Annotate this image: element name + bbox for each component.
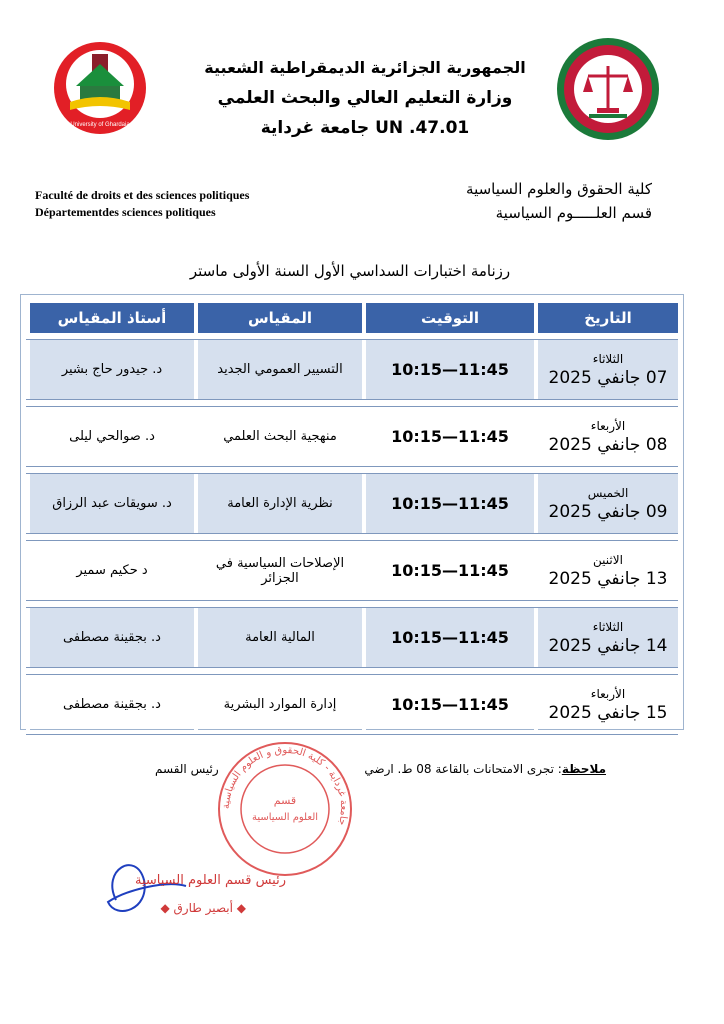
- day-name: الأربعاء: [590, 418, 626, 433]
- faculty-logo: [555, 36, 661, 142]
- time-cell: 10:15—11:45: [362, 608, 534, 667]
- signature: [96, 840, 296, 930]
- header-subject: المقياس: [194, 303, 362, 333]
- date-cell: [534, 340, 678, 399]
- date-value: 07 جانفي 2025: [548, 367, 668, 388]
- day-name: الأربعاء: [590, 686, 626, 701]
- table-row: [26, 674, 678, 735]
- subject-cell: إدارة الموارد البشرية: [194, 675, 362, 734]
- subject-cell: الإصلاحات السياسية في الجزائر: [194, 541, 362, 600]
- table-header-row: [26, 303, 678, 333]
- date-value: 14 جانفي 2025: [548, 635, 668, 656]
- table-row: [26, 339, 678, 400]
- svg-text:قسم: قسم: [273, 794, 297, 807]
- date-cell: [534, 474, 678, 533]
- subject-cell: نظرية الإدارة العامة: [194, 474, 362, 533]
- day-name: الاثنين: [593, 552, 623, 567]
- header-date: التاريخ: [534, 303, 678, 333]
- university-logo: [52, 40, 148, 136]
- table-row: [26, 540, 678, 601]
- date-cell: [534, 407, 678, 466]
- day-name: الثلاثاء: [592, 619, 624, 634]
- svg-text:رئيس قسم العلوم السياسية: رئيس قسم العلوم السياسية: [134, 873, 286, 888]
- date-value: 13 جانفي 2025: [548, 568, 668, 589]
- professor-cell: د. جيدور حاج بشير: [26, 340, 194, 399]
- time-cell: 10:15—11:45: [362, 675, 534, 734]
- professor-cell: د. بجقينة مصطفى: [26, 608, 194, 667]
- header-time: التوقيت: [362, 303, 534, 333]
- subject-cell: المالية العامة: [194, 608, 362, 667]
- time-cell: 10:15—11:45: [362, 407, 534, 466]
- date-value: 09 جانفي 2025: [548, 501, 668, 522]
- day-name: الخميس: [587, 485, 629, 500]
- note-label: ملاحظة: [561, 762, 606, 776]
- professor-cell: د. صوالحي ليلى: [26, 407, 194, 466]
- schedule-table: [20, 294, 684, 730]
- time-cell: 10:15—11:45: [362, 474, 534, 533]
- university-title: جامعة غرداية UN .47.01: [260, 118, 470, 138]
- faculty-name-ar: كلية الحقوق والعلوم السياسية: [466, 180, 652, 198]
- professor-cell: د. بجقينة مصطفى: [26, 675, 194, 734]
- svg-text:◆ أبصير طارق ◆: ◆ أبصير طارق ◆: [160, 901, 246, 915]
- department-name-fr: Départementdes sciences politiques: [35, 205, 216, 219]
- table-row: [26, 607, 678, 668]
- date-value: 15 جانفي 2025: [548, 702, 668, 723]
- department-name-ar: قسم العلـــــوم السياسية: [495, 204, 652, 222]
- note-text: : تجرى الامتحانات بالقاعة 08 ط. ارضي: [364, 762, 562, 776]
- svg-text:العلوم السياسية: العلوم السياسية: [251, 812, 319, 823]
- header-professor: أستاذ المقياس: [26, 303, 194, 333]
- date-cell: [534, 675, 678, 734]
- faculty-name-fr: Faculté de droits et des sciences politiques: [35, 188, 250, 202]
- date-cell: [534, 608, 678, 667]
- republic-title: الجمهورية الجزائرية الديمقراطية الشعبية: [204, 58, 526, 77]
- date-value: 08 جانفي 2025: [548, 434, 668, 455]
- svg-text:جامعة غرداية - كلية الحقوق و ا: جامعة غرداية - كلية الحقوق و العلوم السياسية: [220, 744, 350, 827]
- subject-cell: منهجية البحث العلمي: [194, 407, 362, 466]
- subject-cell: التسيير العمومي الجديد: [194, 340, 362, 399]
- professor-cell: د حكيم سمير: [26, 541, 194, 600]
- day-name: الثلاثاء: [592, 351, 624, 366]
- table-row: [26, 406, 678, 467]
- document-title: رزنامة اختبارات السداسي الأول السنة الأولى ماستر: [189, 262, 511, 280]
- department-head-label: رئيس القسم: [155, 762, 219, 776]
- ministry-title: وزارة التعليم العالي والبحث العلمي: [217, 88, 513, 108]
- professor-cell: د. سويقات عبد الرزاق: [26, 474, 194, 533]
- time-cell: 10:15—11:45: [362, 340, 534, 399]
- exam-note: [364, 762, 606, 776]
- time-cell: 10:15—11:45: [362, 541, 534, 600]
- table-row: [26, 473, 678, 534]
- svg-text:University of Ghardaia: University of Ghardaia: [70, 122, 130, 128]
- date-cell: [534, 541, 678, 600]
